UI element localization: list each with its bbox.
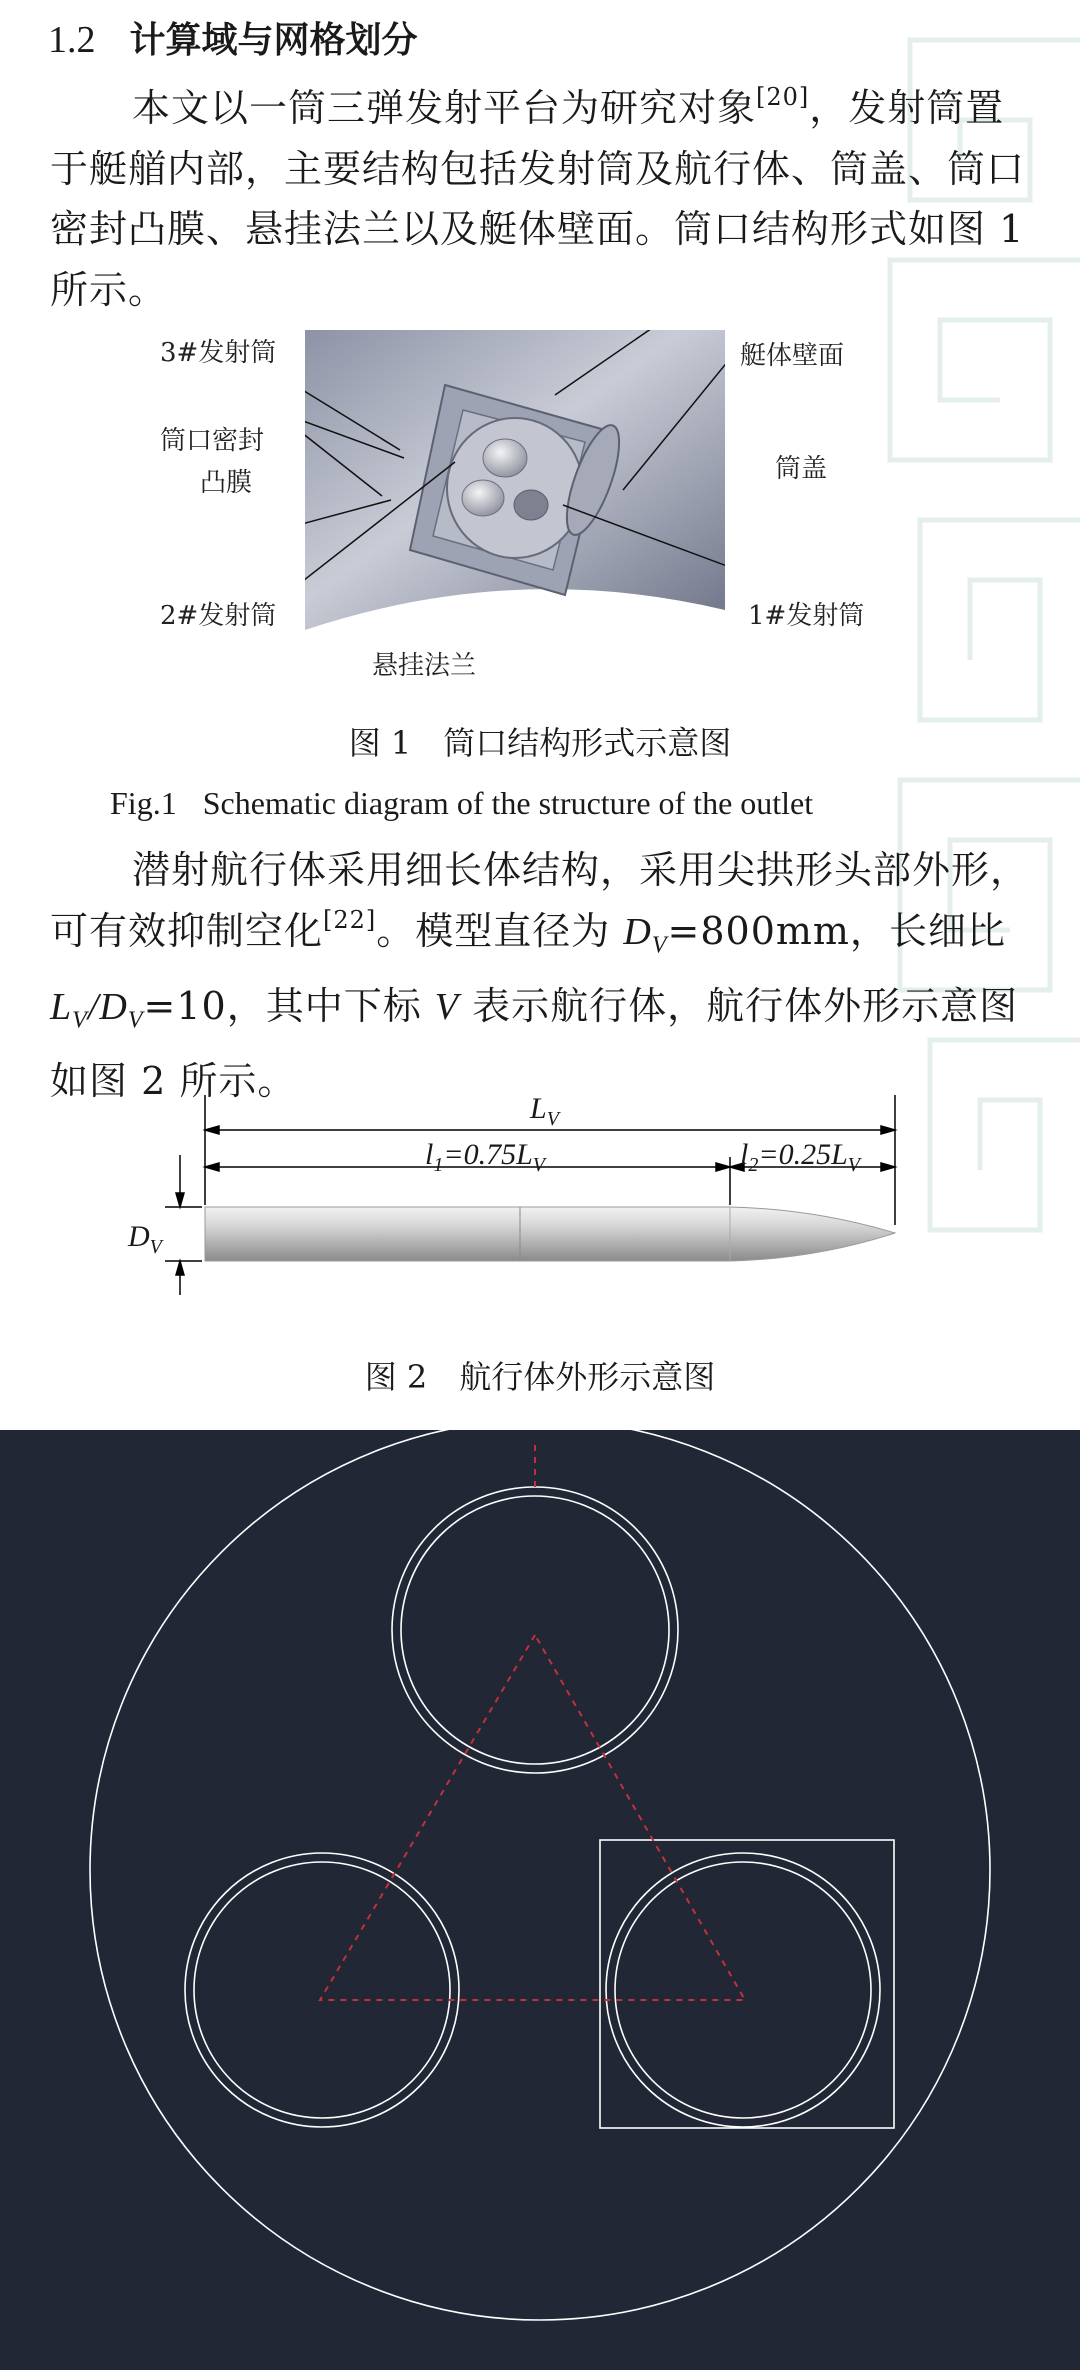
cad-drawing (0, 1430, 1080, 2370)
figure-1-caption-text: 筒口结构形式示意图 (443, 724, 732, 762)
label-flange: 悬挂法兰 (372, 651, 477, 681)
section-number: 1.2 (48, 19, 96, 61)
label-tube-2: 2#发射筒 (160, 601, 277, 631)
symbol-lv: $L_V/D_V$ (50, 985, 144, 1034)
ratio-value: =10，其中下标 (143, 983, 435, 1028)
paragraph-1-text-a: 本文以一筒三弹发射平台为研究对象 (132, 86, 757, 130)
figure-1-image (305, 330, 725, 630)
figure-2-caption-number: 图 2 (364, 1358, 428, 1396)
dim-label-total: $L_V$ (530, 1092, 559, 1130)
citation-22[interactable]: [22] (323, 905, 377, 934)
diameter-value: =800mm， (667, 908, 889, 953)
figure-2-caption-text: 航行体外形示意图 (459, 1358, 716, 1396)
label-tube-1: 1#发射筒 (748, 601, 865, 631)
paragraph-2 (50, 840, 1040, 1111)
paragraph-2-text-c: 长细比 (888, 908, 1006, 953)
section-heading (48, 12, 418, 63)
dim-label-diameter: $D_V$ (128, 1220, 162, 1258)
paragraph-2-text-a: 潜射航行体采用细长体结构，采用尖拱形头部外形，可有效抑制空化 (50, 848, 1030, 953)
symbol-dv: $D_V$ (623, 910, 668, 959)
symbol-v: V (434, 985, 459, 1028)
label-hull-wall: 艇体壁面 (740, 341, 845, 371)
figure-1-caption (0, 718, 1080, 764)
paragraph-2-text-b: 。模型直径为 (376, 908, 624, 953)
figure-1-caption-en-number: Fig.1 (110, 785, 177, 821)
dim-label-l2: $l_2=0.25L_V$ (740, 1138, 860, 1176)
section-title: 计算域与网格划分 (129, 20, 418, 61)
label-seal-2: 凸膜 (200, 468, 253, 498)
figure-2-drawing (110, 1085, 930, 1315)
label-tube-3: 3#发射筒 (160, 338, 277, 368)
citation-20[interactable]: [20] (756, 83, 810, 111)
paragraph-1 (50, 78, 1040, 320)
label-seal-1: 筒口密封 (160, 426, 265, 456)
dim-label-l1: $l_1=0.75L_V$ (425, 1138, 545, 1176)
figure-2-caption (0, 1352, 1080, 1398)
paragraph-2-text-d: 表示航行体，航行体外形示意图如图 2 所示。 (50, 983, 1019, 1103)
paragraph-1-text-b: ，发射筒置于艇艏内部，主要结构包括发射筒及航行体、筒盖、筒口密封凸膜、悬挂法兰以及艇体壁面。筒口结构形式如图 1 所示。 (50, 86, 1026, 312)
figure-1-caption-en-text: Schematic diagram of the structure of the outlet (202, 785, 814, 821)
figure-1-caption-number: 图 1 (348, 724, 412, 762)
label-cover: 筒盖 (775, 454, 828, 484)
figure-1-caption-en (110, 785, 813, 822)
